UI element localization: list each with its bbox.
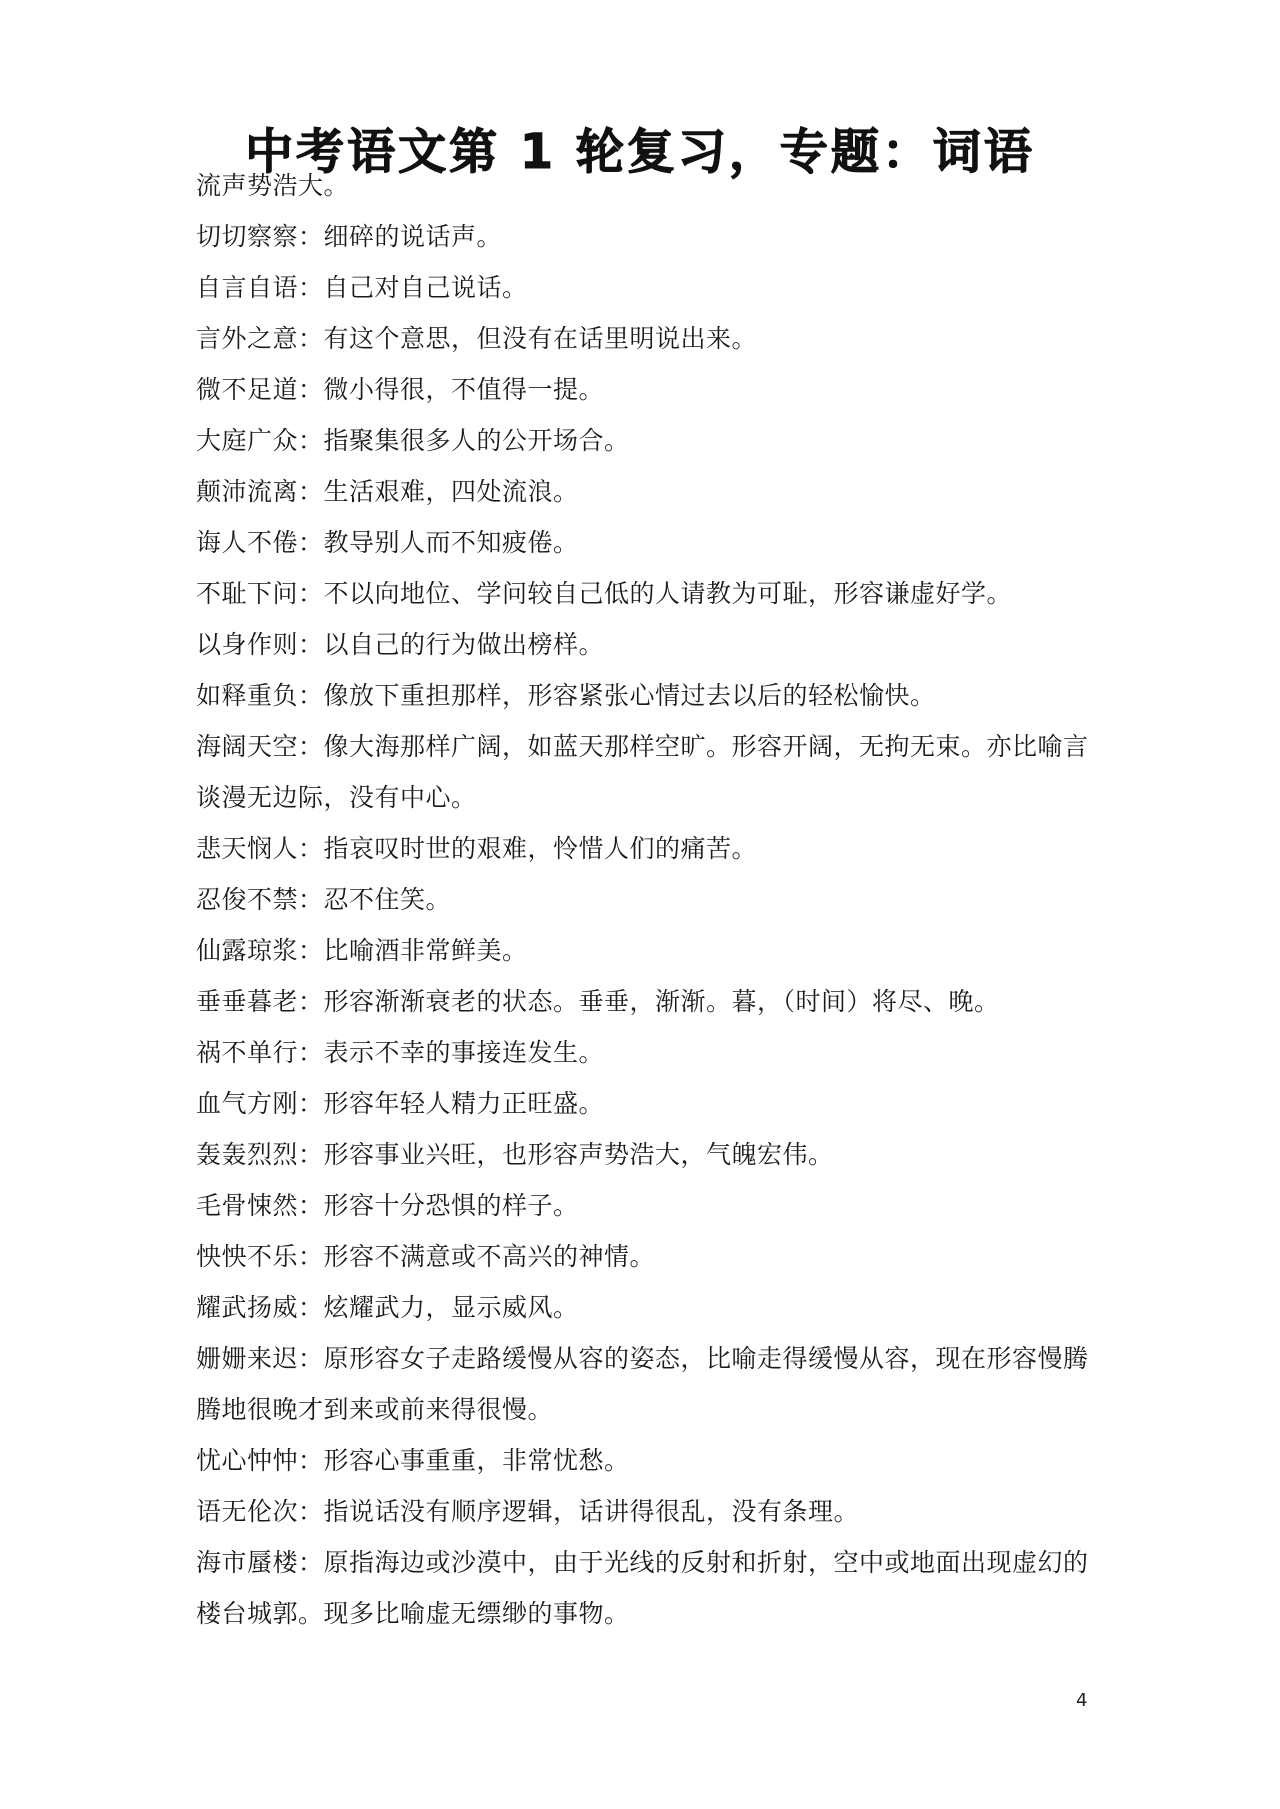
list-item: 自言自语：自己对自己说话。 — [196, 273, 528, 302]
list-item: 腾地很晚才到来或前来得很慢。 — [196, 1395, 554, 1424]
list-item: 轰轰烈烈：形容事业兴旺，也形容声势浩大，气魄宏伟。 — [196, 1140, 834, 1169]
list-item: 忧心忡忡：形容心事重重，非常忧愁。 — [196, 1446, 630, 1475]
page-title: 中考语文第 1 轮复习，专题：词语 — [245, 124, 1035, 181]
list-item: 以身作则：以自己的行为做出榜样。 — [196, 630, 605, 659]
list-item: 不耻下问：不以向地位、学问较自己低的人请教为可耻，形容谦虚好学。 — [196, 579, 1013, 608]
vocabulary-list — [196, 160, 1096, 1639]
list-item: 仙露琼浆：比喻酒非常鲜美。 — [196, 936, 528, 965]
list-item: 祸不单行：表示不幸的事接连发生。 — [196, 1038, 605, 1067]
list-item: 悲天悯人：指哀叹时世的艰难，怜惜人们的痛苦。 — [196, 834, 758, 863]
list-item: 诲人不倦：教导别人而不知疲倦。 — [196, 528, 579, 557]
list-item: 姗姗来迟：原形容女子走路缓慢从容的姿态，比喻走得缓慢从容，现在形容慢腾 — [196, 1344, 1089, 1373]
page-number: 4 — [1076, 1690, 1088, 1711]
list-item: 楼台城郭。现多比喻虚无缥缈的事物。 — [196, 1599, 630, 1628]
list-item: 毛骨悚然：形容十分恐惧的样子。 — [196, 1191, 579, 1220]
list-item: 语无伦次：指说话没有顺序逻辑，话讲得很乱，没有条理。 — [196, 1497, 860, 1526]
list-item: 大庭广众：指聚集很多人的公开场合。 — [196, 426, 630, 455]
list-item: 流声势浩大。 — [196, 171, 350, 200]
list-item: 切切察察：细碎的说话声。 — [196, 222, 503, 251]
list-item: 微不足道：微小得很，不值得一提。 — [196, 375, 605, 404]
list-item: 谈漫无边际，没有中心。 — [196, 783, 477, 812]
list-item: 忍俊不禁：忍不住笑。 — [196, 885, 452, 914]
list-item: 如释重负：像放下重担那样，形容紧张心情过去以后的轻松愉快。 — [196, 681, 936, 710]
list-item: 言外之意：有这个意思，但没有在话里明说出来。 — [196, 324, 758, 353]
list-item: 怏怏不乐：形容不满意或不高兴的神情。 — [196, 1242, 656, 1271]
list-item: 耀武扬威：炫耀武力，显示威风。 — [196, 1293, 579, 1322]
list-item: 垂垂暮老：形容渐渐衰老的状态。垂垂，渐渐。暮，（时间）将尽、晚。 — [196, 987, 1000, 1016]
list-item: 颠沛流离：生活艰难，四处流浪。 — [196, 477, 579, 506]
list-item: 海阔天空：像大海那样广阔，如蓝天那样空旷。形容开阔，无拘无束。亦比喻言 — [196, 732, 1089, 761]
list-item: 血气方刚：形容年轻人精力正旺盛。 — [196, 1089, 605, 1118]
list-item: 海市蜃楼：原指海边或沙漠中，由于光线的反射和折射，空中或地面出现虚幻的 — [196, 1548, 1089, 1577]
